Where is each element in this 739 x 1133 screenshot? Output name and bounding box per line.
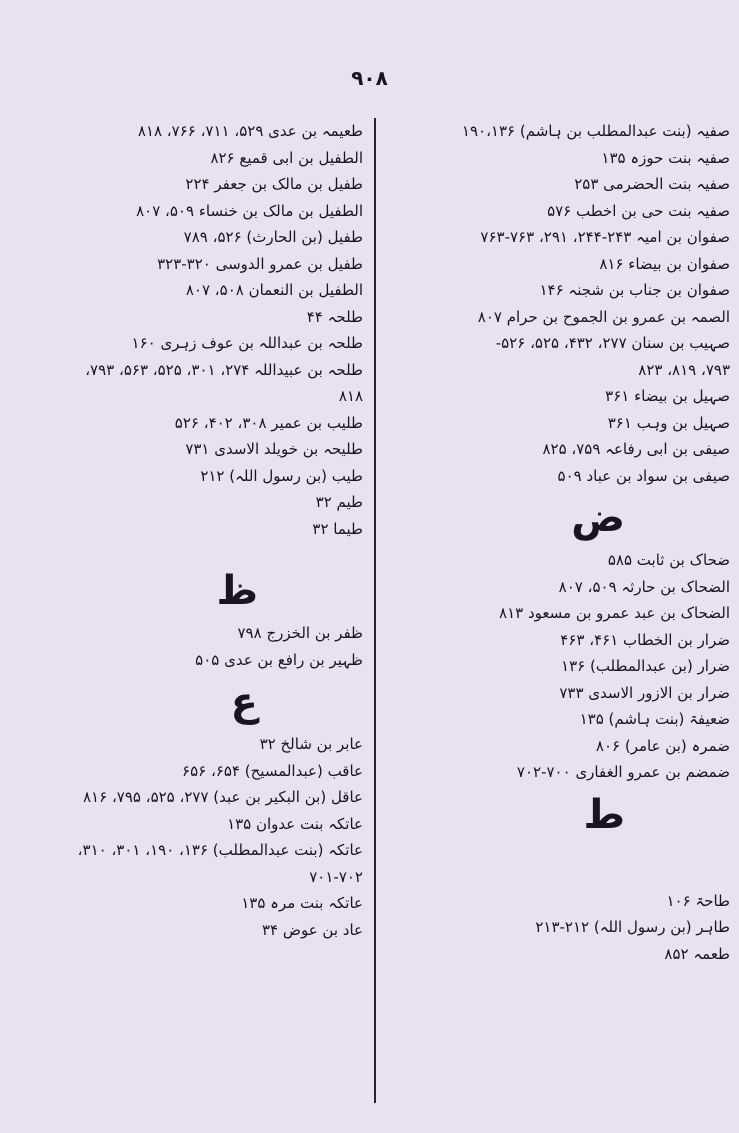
index-entry: طعیمہ بن عدی ۵۲۹، ۷۱۱، ۷۶۶، ۸۱۸	[137, 122, 363, 140]
index-entry: طیما ۳۲	[312, 519, 363, 538]
index-entry: طلحہ بن عبیداللہ ۲۷۴، ۳۰۱، ۵۲۵، ۵۶۳، ۷۹۳،	[85, 360, 363, 379]
index-entry: صفیہ (بنت عبدالمطلب بن ہاشم) ۱۹۰،۱۳۶	[461, 122, 730, 140]
index-entry: ضعیفۃ (بنت ہاشم) ۱۳۵	[579, 710, 730, 728]
index-entry: صہیب بن سنان ۲۷۷، ۴۳۲، ۵۲۵، ۵۲۶-	[495, 334, 730, 352]
index-entry: طلیحہ بن خویلد الاسدی ۷۳۱	[185, 440, 363, 458]
index-entry: عابر بن شالخ ۳۲	[259, 735, 363, 753]
index-entry-continuation: ۸۱۸	[338, 387, 363, 405]
spacer	[388, 844, 730, 888]
index-entry: طیب (بن رسول اللہ) ۲۱۲	[200, 466, 363, 485]
page-number: ۹۰۸	[351, 66, 388, 90]
index-entry: طاحۃ ۱۰۶	[666, 891, 730, 910]
index-entry: طاہر (بن رسول اللہ) ۲۱۲-۲۱۳	[535, 918, 730, 936]
index-entry: ضمضم بن عمرو الغفاری ۷۰۰-۷۰۲	[516, 763, 730, 781]
index-entry: ضحاک بن ثابت ۵۸۵	[607, 551, 730, 569]
index-entry: طلیب بن عمیر ۳۰۸، ۴۰۲، ۵۲۶	[174, 413, 363, 432]
index-entry: الطفیل بن مالک بن خنساء ۵۰۹، ۸۰۷	[136, 201, 363, 220]
index-entry: ظہیر بن رافع بن عدی ۵۰۵	[195, 650, 363, 669]
index-entry: صہیل بن وہب ۳۶۱	[607, 413, 730, 432]
index-entry: عاقب (عبدالمسیح) ۶۵۴، ۶۵۶	[182, 761, 363, 780]
column-divider	[374, 118, 376, 1103]
index-entry: طفیل (بن الحارث) ۵۲۶، ۷۸۹	[183, 228, 363, 246]
index-entry-continuation: ۷۰۱-۷۰۲	[309, 867, 363, 886]
index-entry: صفوان بن جناب بن شجنہ ۱۴۶	[539, 281, 730, 299]
index-entry: عاقل (بن البکیر بن عبد) ۲۷۷، ۵۲۵، ۷۹۵، ۸۱۶	[83, 788, 363, 806]
section-heading-zad: ض	[571, 495, 625, 541]
index-entry: صہیل بن بیضاء ۳۶۱	[605, 387, 730, 405]
index-entry: الضحاک بن حارثہ ۵۰۹، ۸۰۷	[558, 577, 730, 596]
index-entry: عاد بن عوض ۳۴	[261, 920, 363, 939]
section-heading-ain: ع	[230, 679, 258, 725]
index-entry-continuation: ۷۹۳، ۸۱۹، ۸۲۳	[638, 360, 730, 379]
index-entry: صفوان بن بیضاء ۸۱۶	[599, 254, 730, 273]
index-entry: ظفر بن الخزرج ۷۹۸	[237, 624, 363, 642]
index-entry: صفیہ بنت حی بن اخطب ۵۷۶	[547, 201, 730, 220]
index-entry: ضرار (بن عبدالمطلب) ۱۳۶	[561, 657, 730, 675]
index-entry: الطفیل بن النعمان ۵۰۸، ۸۰۷	[185, 281, 363, 299]
index-entry: طیم ۳۲	[315, 493, 363, 511]
index-entry: صیفی بن سواد بن عباد ۵۰۹	[557, 466, 730, 485]
index-entry: عاتکہ بنت مرہ ۱۳۵	[241, 894, 363, 912]
index-entry: عاتکہ بنت عدوان ۱۳۵	[227, 814, 363, 833]
section-heading-zoe: ظ	[216, 568, 258, 614]
index-entry: ضرار بن الخطاب ۴۶۱، ۴۶۳	[560, 630, 730, 649]
section-heading-toe: ط	[583, 791, 625, 838]
index-entry: صیفی بن ابی رفاعہ ۷۵۹، ۸۲۵	[542, 440, 730, 458]
index-entry: صفیہ بنت الحضرمی ۲۵۳	[574, 175, 730, 193]
index-entry: طفیل بن عمرو الدوسی ۳۲۰-۳۲۳	[157, 254, 363, 273]
spacer	[8, 542, 363, 562]
index-entry: ضرار بن الازور الاسدی ۷۳۳	[559, 683, 730, 702]
index-entry: طعمہ ۸۵۲	[664, 944, 730, 963]
index-entry: صفوان بن امیہ ۲۴۳-۲۴۴، ۲۹۱، ۷۶۳-۷۶۳	[480, 228, 730, 246]
index-entry: الصمہ بن عمرو بن الجموح بن حرام ۸۰۷	[477, 307, 730, 326]
index-entry: طلحہ ۴۴	[306, 307, 363, 326]
index-entry: طلحہ بن عبداللہ بن عوف زہری ۱۶۰	[131, 334, 363, 352]
left-column	[8, 118, 363, 943]
index-entry: الطفیل بن ابی قمیع ۸۲۶	[210, 148, 363, 167]
index-entry: الضحاک بن عبد عمرو بن مسعود ۸۱۳	[499, 604, 730, 622]
index-entry: عاتکہ (بنت عبدالمطلب) ۱۳۶، ۱۹۰، ۳۰۱، ۳۱۰،	[77, 841, 363, 859]
index-entry: صفیہ بنت حوزہ ۱۳۵	[601, 148, 730, 167]
index-entry: ضمرہ (بن عامر) ۸۰۶	[595, 736, 730, 755]
right-column	[388, 118, 730, 967]
index-entry: طفیل بن مالک بن جعفر ۲۲۴	[185, 175, 363, 193]
